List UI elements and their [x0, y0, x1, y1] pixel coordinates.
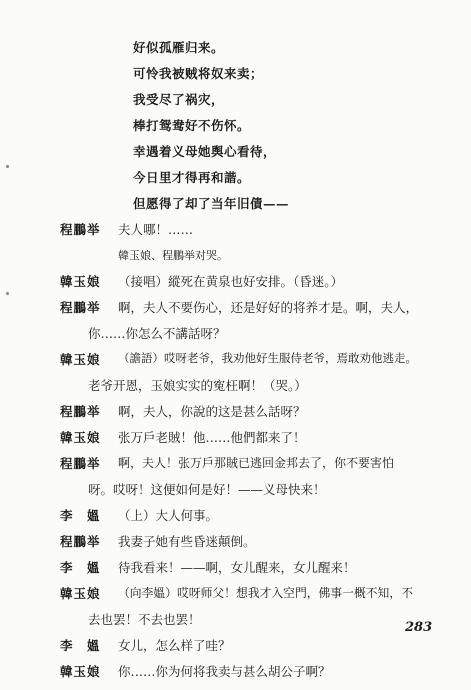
dialogue-text: （譫語）哎呀老爷，我劝他好生服侍老爷，焉敢劝他逃走。: [118, 351, 417, 365]
speaker-name: 韓玉娘: [60, 352, 101, 367]
dialogue-text: 你……你为何将我卖与甚么胡公子啊？: [118, 664, 331, 679]
dialogue-continuation: 你……你怎么不講話呀？: [88, 326, 226, 341]
stage-direction: 韓玉娘、程鵬举对哭。: [118, 249, 228, 262]
verse-line: 我受尽了祸灾，: [133, 92, 225, 107]
page-number: 283: [405, 620, 433, 635]
speaker-name: 程鵬举: [60, 404, 101, 419]
verse-line: 幸遇着义母她舆心看待，: [133, 144, 277, 159]
speaker-name: 程鵬举: [60, 222, 101, 237]
verse-line: 但愿得了却了当年旧債——: [133, 196, 290, 211]
dialogue-continuation: 老爷开恩，玉娘实实的寃枉啊！（哭。）: [88, 378, 307, 393]
dialogue-text: （接唱）縱死在黄泉也好安排。（昏迷。）: [118, 274, 344, 289]
speaker-name: 韓玉娘: [60, 664, 101, 679]
verse-line: 棒打鸳鸯好不伤怀。: [133, 118, 251, 133]
speaker-name: 李 媼: [60, 560, 101, 575]
dialogue-continuation: 呀。哎呀！这便如何是好！——义母快来！: [88, 482, 326, 497]
scan-mark: [6, 292, 9, 295]
speaker-name: 程鵬举: [60, 456, 101, 471]
dialogue-text: 啊，夫人不要伤心，还是好好的将养才是。啊，夫人，: [118, 300, 419, 315]
dialogue-text: 张万戶老賊！他……他們都来了！: [118, 430, 306, 445]
dialogue-text: 啊，夫人！张万戶那賊已逃回金邦去了，你不要害怕: [118, 456, 395, 470]
dialogue-text: 我妻子她有些昏迷顛倒。: [118, 534, 256, 549]
speaker-name: 韓玉娘: [60, 586, 101, 601]
dialogue-text: 夫人哪！……: [118, 222, 194, 237]
dialogue-text: 啊，夫人，你說的这是甚么話呀？: [118, 404, 306, 419]
speaker-name: 李 媼: [60, 638, 101, 653]
verse-line: 好似孤雁归来。: [133, 40, 225, 55]
dialogue-text: 女儿，怎么样了哇？: [118, 638, 231, 653]
dialogue-text: 待我看来！——啊，女儿醒来，女儿醒来！: [118, 560, 356, 575]
speaker-name: 程鵬举: [60, 300, 101, 315]
dialogue-text: （上）大人何事。: [118, 508, 219, 523]
speaker-name: 韓玉娘: [60, 274, 101, 289]
verse-line: 可怜我被贼将奴来卖；: [133, 66, 264, 81]
scan-mark: [6, 165, 9, 168]
dialogue-continuation: 去也罢！不去也罢！: [88, 612, 201, 627]
speaker-name: 韓玉娘: [60, 430, 101, 445]
speaker-name: 李 媼: [60, 508, 101, 523]
dialogue-text: （向李媼）哎呀师父！想我才入空門，佛事一概不知，不: [118, 586, 413, 600]
speaker-name: 程鵬举: [60, 534, 101, 549]
verse-line: 今日里才得再和諧。: [133, 170, 251, 185]
